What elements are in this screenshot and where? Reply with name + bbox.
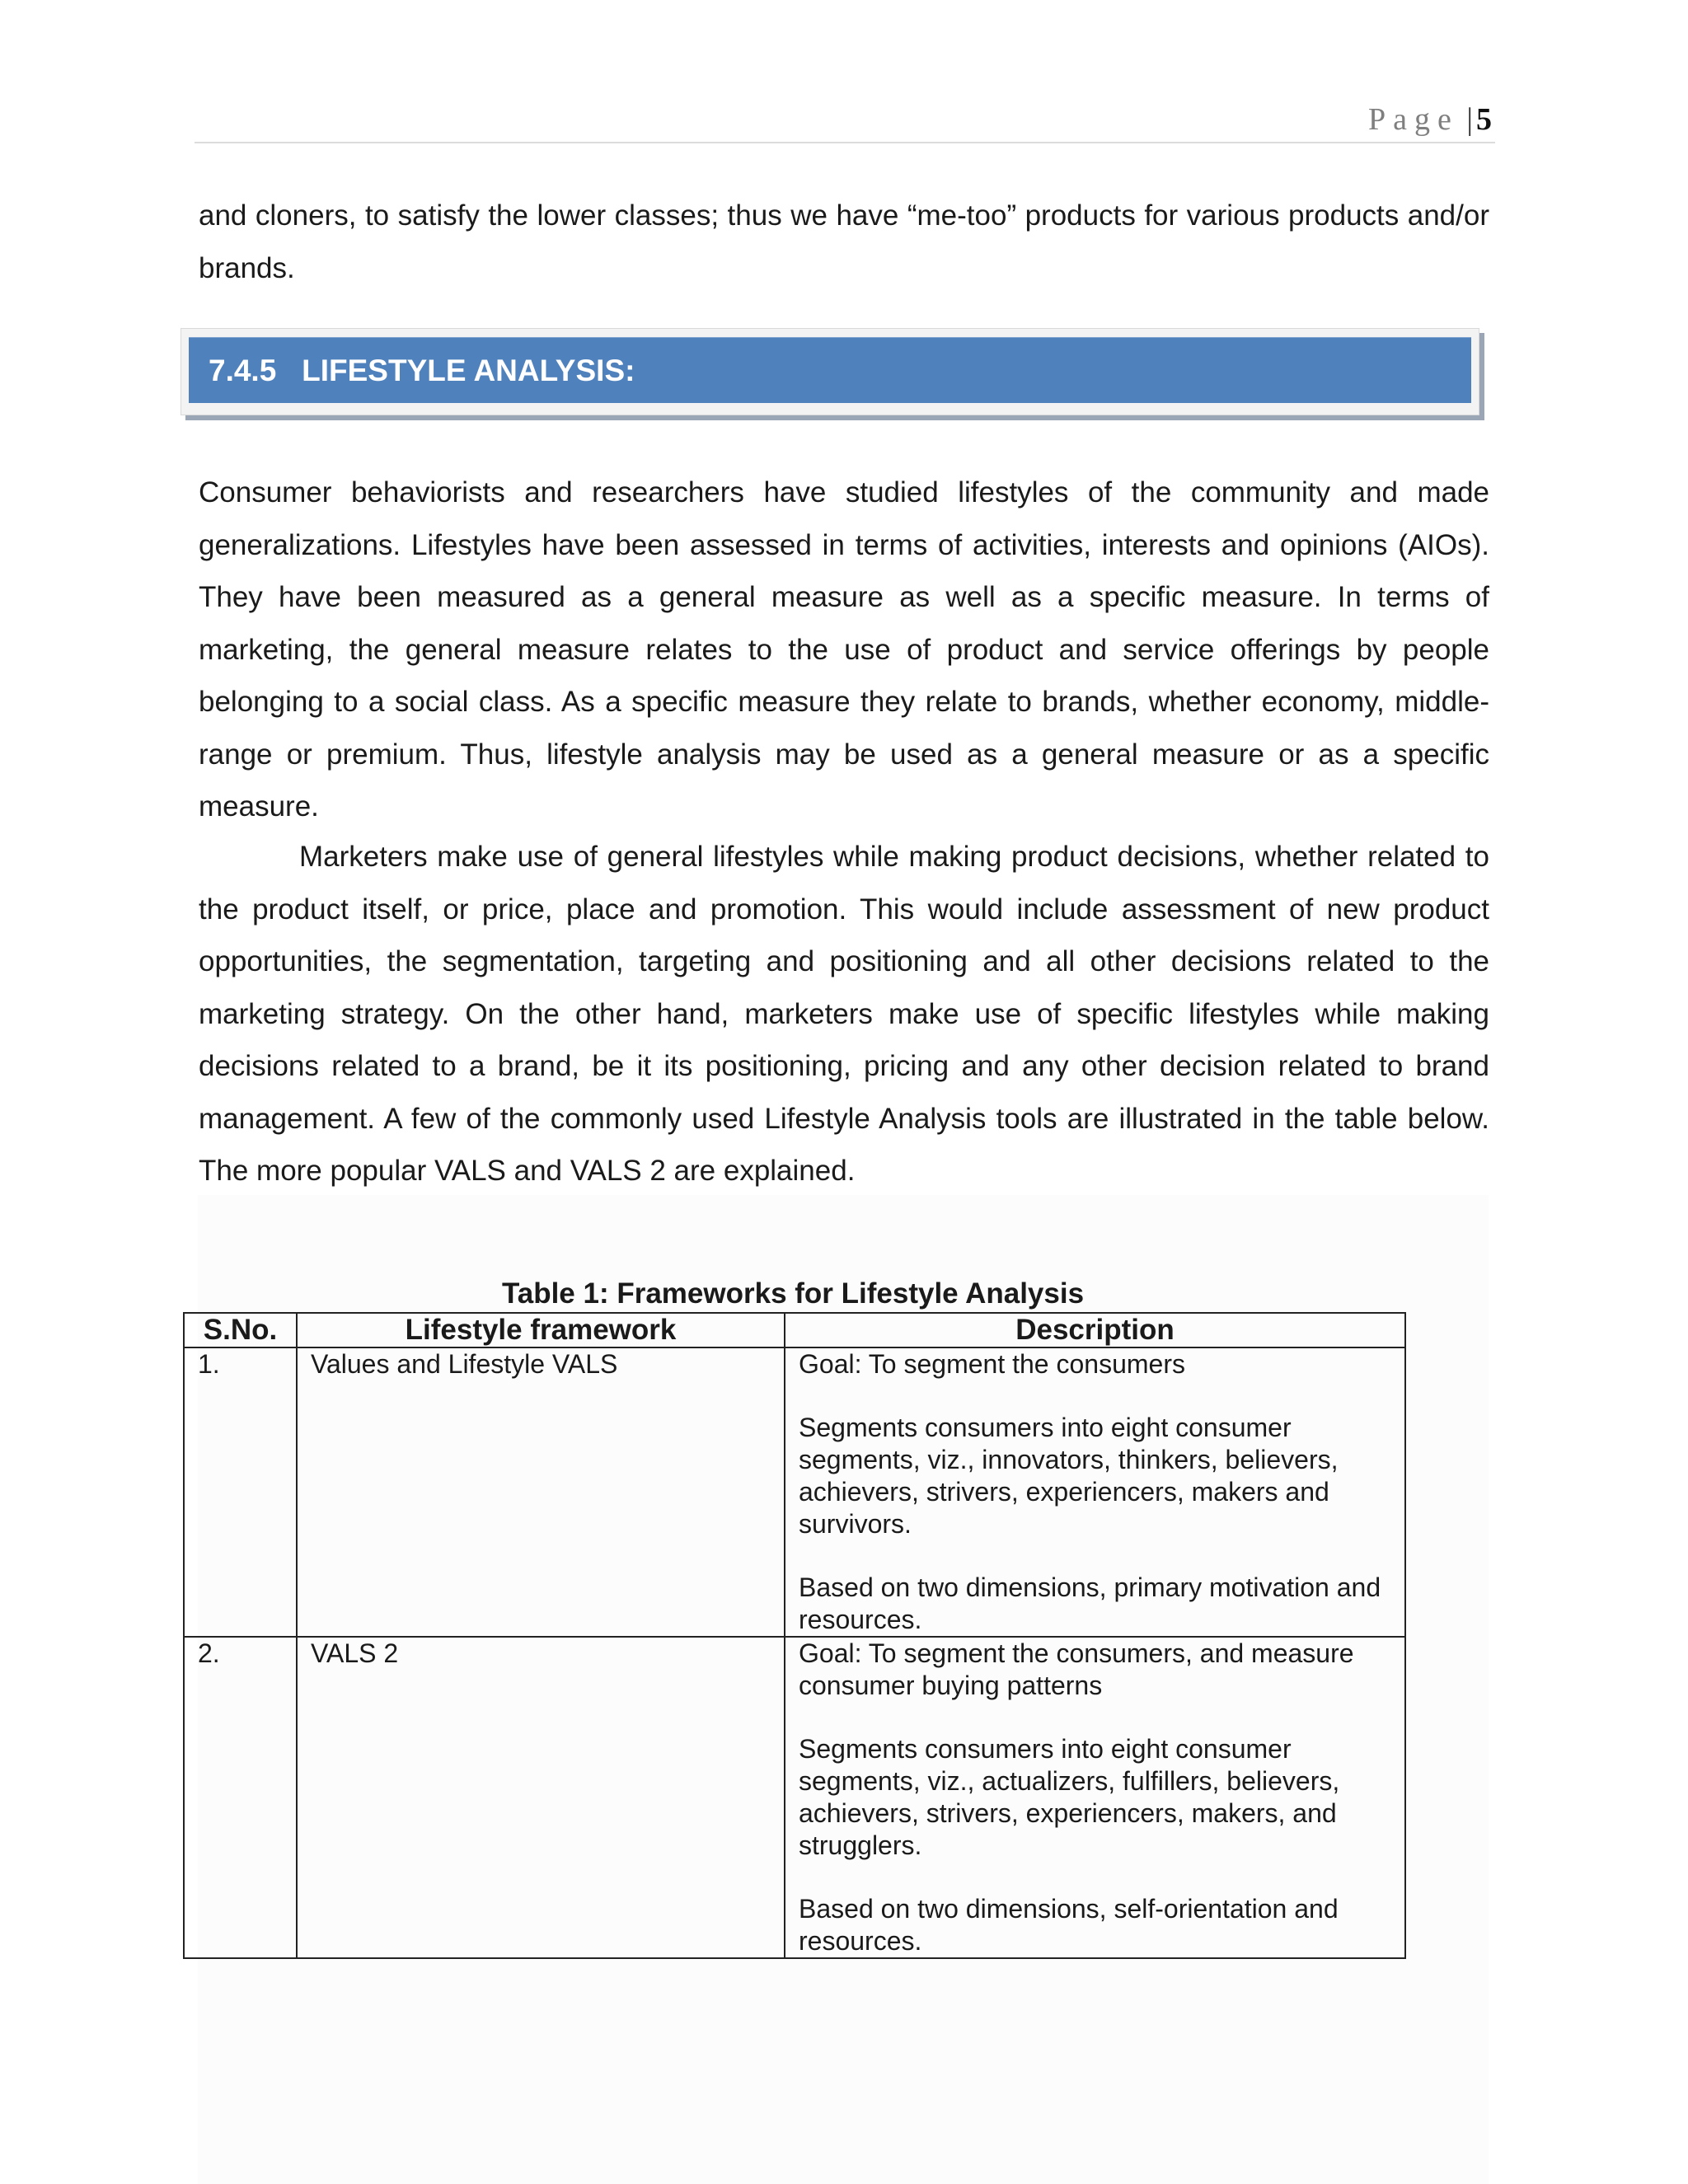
description-segments: Segments consumers into eight consumer segments, viz., actualizers, fulfillers, believers, achievers, strivers, experiencers, makers, and strugglers. (799, 1734, 1340, 1860)
description-goal: Goal: To segment the consumers (799, 1349, 1185, 1379)
table-caption: Table 1: Frameworks for Lifestyle Analysis (501, 1277, 1085, 1310)
section-heading (209, 338, 635, 404)
row-description (785, 1347, 1405, 1637)
table-row (184, 1347, 1405, 1637)
description-segments: Segments consumers into eight consumer segments, viz., innovators, thinkers, believers, achievers, strivers, experiencers, makers and survivors. (799, 1413, 1339, 1539)
section-heading-bar (189, 337, 1471, 403)
row-framework: Values and Lifestyle VALS (297, 1347, 785, 1637)
description-spacer (799, 1540, 1393, 1572)
page-separator: | (1466, 102, 1473, 137)
page-number: 5 (1476, 102, 1492, 137)
header-sno: S.No. (184, 1313, 297, 1347)
description-spacer (799, 1702, 1393, 1733)
section-heading-box (181, 328, 1479, 415)
row-description (785, 1637, 1405, 1958)
row-framework: VALS 2 (297, 1637, 785, 1958)
table-header-row (184, 1313, 1405, 1347)
continued-paragraph: and cloners, to satisfy the lower classes; thus we have “me-too” products for various products and/or brands. (199, 199, 1489, 284)
section-number: 7.4.5 (209, 354, 277, 387)
description-dimensions: Based on two dimensions, self-orientation and resources. (799, 1894, 1339, 1956)
frameworks-table (183, 1312, 1406, 1959)
row-sno: 1. (184, 1347, 297, 1637)
header-framework: Lifestyle framework (297, 1313, 785, 1347)
body-paragraph-1: Consumer behaviorists and researchers have studied lifestyles of the community and made generalizations. Lifestyles have been assessed in terms of activities, interests and opinions (AIOs). They have been measured as a general measure as well as a specific measure. In terms of marketing, the general measure relates to the use of product and service offerings by people belonging to a social class. As a specific measure they relate to brands, whether economy, middle-range or premium. Thus, lifestyle analysis may be used as a general measure or as a specific measure. (199, 476, 1489, 823)
description-dimensions: Based on two dimensions, primary motivation and resources. (799, 1572, 1381, 1634)
row-sno: 2. (184, 1637, 297, 1958)
description-spacer (799, 1862, 1393, 1893)
description-spacer (799, 1380, 1393, 1412)
header-description: Description (785, 1313, 1405, 1347)
page-number-label (1368, 97, 1492, 142)
page-word: Page (1368, 102, 1459, 137)
page-header (195, 97, 1495, 143)
table-row (184, 1637, 1405, 1958)
description-goal: Goal: To segment the consumers, and measure consumer buying patterns (799, 1638, 1354, 1700)
section-title: LIFESTYLE ANALYSIS: (302, 354, 635, 387)
body-paragraph-2: Marketers make use of general lifestyles while making product decisions, whether related to the product itself, or price, place and promotion. This would include assessment of new product opportunities, the segmentation, targeting and positioning and all other decisions related to the marketing strategy. On the other hand, marketers make use of specific lifestyles while making decisions related to a brand, be it its positioning, pricing and any other decision related to brand management. A few of the commonly used Lifestyle Analysis tools are illustrated in the table below. The more popular VALS and VALS 2 are explained. (199, 841, 1489, 1187)
